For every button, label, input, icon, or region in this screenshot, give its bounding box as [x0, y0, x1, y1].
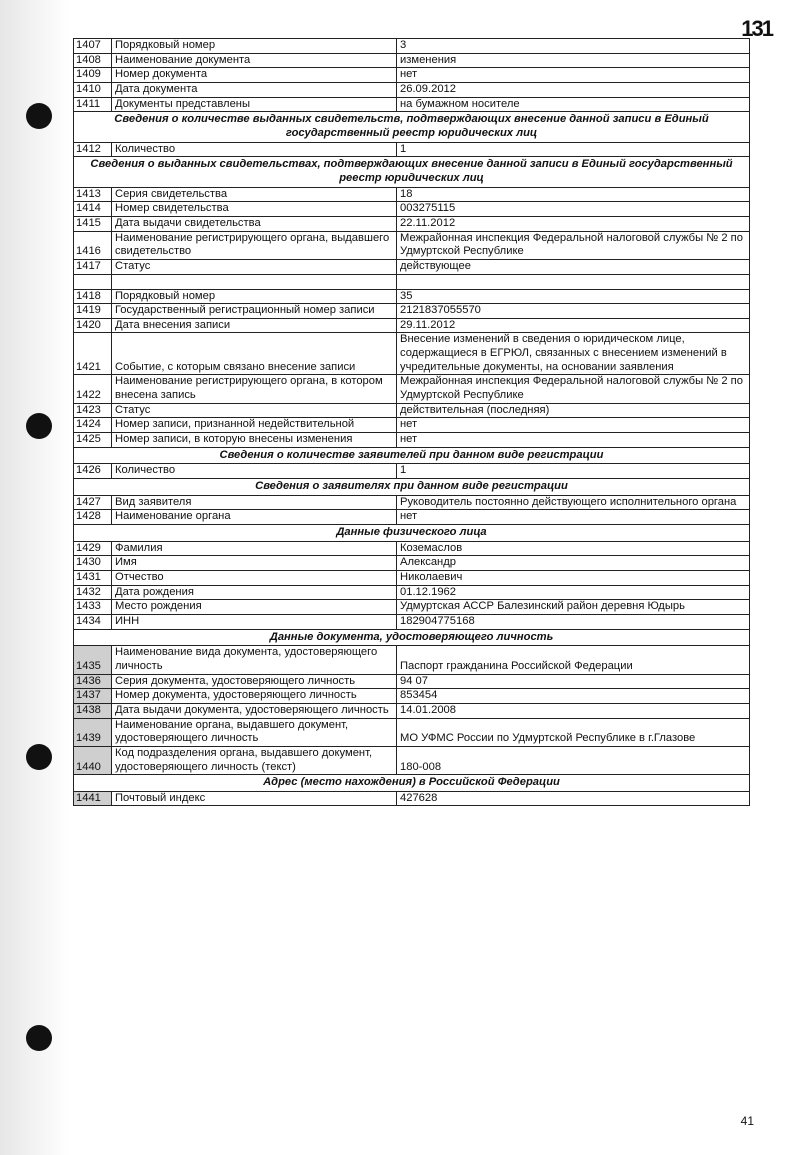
- field-label: Номер документа, удостоверяющего личность: [112, 689, 397, 704]
- field-label: Наименование регистрирующего органа, в котором внесена запись: [112, 375, 397, 403]
- row-number: 1409: [74, 68, 112, 83]
- field-label: Имя: [112, 556, 397, 571]
- field-value: Внесение изменений в сведения о юридическом лице, содержащиеся в ЕГРЮЛ, связанных с внесением изменений в учредительные документы, на основании заявления: [397, 333, 750, 375]
- table-row: [74, 68, 750, 83]
- field-value: на бумажном носителе: [397, 97, 750, 112]
- field-value: нет: [397, 418, 750, 433]
- field-label: Номер записи, признанной недействительной: [112, 418, 397, 433]
- table-row: [74, 333, 750, 375]
- row-number: 1420: [74, 318, 112, 333]
- field-value: 180-008: [397, 746, 750, 774]
- field-value: нет: [397, 68, 750, 83]
- field-value: 3: [397, 39, 750, 54]
- section-header-row: [74, 157, 750, 187]
- row-number: 1432: [74, 585, 112, 600]
- row-number: 1419: [74, 304, 112, 319]
- table-row: [74, 231, 750, 259]
- row-number: 1439: [74, 718, 112, 746]
- table-row: [74, 541, 750, 556]
- table-row: [74, 570, 750, 585]
- table-row: [74, 585, 750, 600]
- section-title: Сведения о заявителях при данном виде регистрации: [74, 479, 750, 496]
- section-header-row: [74, 447, 750, 464]
- punch-hole: [26, 413, 52, 439]
- field-label: Дата документа: [112, 82, 397, 97]
- row-number: 1436: [74, 674, 112, 689]
- field-value: Николаевич: [397, 570, 750, 585]
- row-number: 1429: [74, 541, 112, 556]
- field-label: Номер документа: [112, 68, 397, 83]
- section-title: Данные документа, удостоверяющего личность: [74, 629, 750, 646]
- field-label: Дата выдачи документа, удостоверяющего личность: [112, 703, 397, 718]
- punch-hole: [26, 744, 52, 770]
- table-row: [74, 464, 750, 479]
- page-number: 41: [740, 1114, 754, 1128]
- table-row: [74, 614, 750, 629]
- section-title: Сведения о выданных свидетельствах, подтверждающих внесение данной записи в Единый государственный реестр юридических лиц: [74, 157, 750, 187]
- field-label: Серия документа, удостоверяющего личность: [112, 674, 397, 689]
- field-label: Фамилия: [112, 541, 397, 556]
- field-label: Статус: [112, 259, 397, 274]
- section-header-row: [74, 629, 750, 646]
- row-number: 1438: [74, 703, 112, 718]
- field-value: Межрайонная инспекция Федеральной налоговой службы № 2 по Удмуртской Республике: [397, 375, 750, 403]
- field-label: Порядковый номер: [112, 289, 397, 304]
- table-row: [74, 495, 750, 510]
- row-number: 1426: [74, 464, 112, 479]
- section-header-row: [74, 525, 750, 542]
- table-row: [74, 403, 750, 418]
- field-label: Наименование документа: [112, 53, 397, 68]
- table-row: [74, 791, 750, 806]
- field-label: Государственный регистрационный номер записи: [112, 304, 397, 319]
- table-row: [74, 418, 750, 433]
- field-label: Наименование регистрирующего органа, выдавшего свидетельство: [112, 231, 397, 259]
- field-label: Количество: [112, 464, 397, 479]
- row-number: 1414: [74, 202, 112, 217]
- section-title: Сведения о количестве заявителей при данном виде регистрации: [74, 447, 750, 464]
- field-label: Отчество: [112, 570, 397, 585]
- field-value: Паспорт гражданина Российской Федерации: [397, 646, 750, 674]
- row-number: 1422: [74, 375, 112, 403]
- field-label: Статус: [112, 403, 397, 418]
- field-value: 14.01.2008: [397, 703, 750, 718]
- field-label: Почтовый индекс: [112, 791, 397, 806]
- table-row: [74, 187, 750, 202]
- field-label: Наименование вида документа, удостоверяющего личность: [112, 646, 397, 674]
- field-value: Удмуртская АССР Балезинский район деревня Юдырь: [397, 600, 750, 615]
- field-label: Дата внесения записи: [112, 318, 397, 333]
- table-row: [74, 746, 750, 774]
- punch-hole: [26, 1025, 52, 1051]
- table-row: [74, 510, 750, 525]
- spacer-cell: [397, 274, 750, 289]
- row-number: 1411: [74, 97, 112, 112]
- field-label: Номер свидетельства: [112, 202, 397, 217]
- table-row: [74, 718, 750, 746]
- row-number: 1441: [74, 791, 112, 806]
- table-row: [74, 703, 750, 718]
- row-number: 1421: [74, 333, 112, 375]
- row-number: 1408: [74, 53, 112, 68]
- field-value: Александр: [397, 556, 750, 571]
- table-row: [74, 82, 750, 97]
- field-label: Серия свидетельства: [112, 187, 397, 202]
- field-label: Наименование органа, выдавшего документ, удостоверяющего личность: [112, 718, 397, 746]
- field-label: Код подразделения органа, выдавшего документ, удостоверяющего личность (текст): [112, 746, 397, 774]
- field-label: Порядковый номер: [112, 39, 397, 54]
- field-value: 1: [397, 142, 750, 157]
- field-label: Место рождения: [112, 600, 397, 615]
- field-label: ИНН: [112, 614, 397, 629]
- table-row: [74, 646, 750, 674]
- row-number: 1423: [74, 403, 112, 418]
- section-header-row: [74, 479, 750, 496]
- field-value: 427628: [397, 791, 750, 806]
- field-label: Наименование органа: [112, 510, 397, 525]
- field-value: Руководитель постоянно действующего исполнительного органа: [397, 495, 750, 510]
- row-number: 1407: [74, 39, 112, 54]
- table-row: [74, 259, 750, 274]
- field-label: Документы представлены: [112, 97, 397, 112]
- row-number: 1424: [74, 418, 112, 433]
- table-row: [74, 689, 750, 704]
- field-value: 2121837055570: [397, 304, 750, 319]
- row-number: 1410: [74, 82, 112, 97]
- table-row: [74, 375, 750, 403]
- scan-edge-shadow: [0, 0, 70, 1155]
- spacer-row: [74, 274, 750, 289]
- handwritten-page-mark: 131: [741, 16, 772, 41]
- row-number: 1417: [74, 259, 112, 274]
- field-value: 853454: [397, 689, 750, 704]
- field-value: 26.09.2012: [397, 82, 750, 97]
- table-row: [74, 202, 750, 217]
- table-row: [74, 97, 750, 112]
- table-row: [74, 433, 750, 448]
- spacer-cell: [112, 274, 397, 289]
- field-value: изменения: [397, 53, 750, 68]
- field-label: Событие, с которым связано внесение записи: [112, 333, 397, 375]
- field-value: Коземаслов: [397, 541, 750, 556]
- row-number: 1427: [74, 495, 112, 510]
- row-number: 1440: [74, 746, 112, 774]
- field-value: 35: [397, 289, 750, 304]
- field-value: нет: [397, 510, 750, 525]
- spacer-cell: [74, 274, 112, 289]
- table-row: [74, 674, 750, 689]
- field-label: Дата рождения: [112, 585, 397, 600]
- section-header-row: [74, 112, 750, 142]
- field-value: 94 07: [397, 674, 750, 689]
- field-value: 1: [397, 464, 750, 479]
- row-number: 1434: [74, 614, 112, 629]
- table-row: [74, 600, 750, 615]
- row-number: 1416: [74, 231, 112, 259]
- field-label: Количество: [112, 142, 397, 157]
- table-row: [74, 304, 750, 319]
- row-number: 1428: [74, 510, 112, 525]
- field-value: Межрайонная инспекция Федеральной налоговой службы № 2 по Удмуртской Республике: [397, 231, 750, 259]
- field-value: действующее: [397, 259, 750, 274]
- section-title: Сведения о количестве выданных свидетельств, подтверждающих внесение данной записи в Единый государственный реестр юридических лиц: [74, 112, 750, 142]
- field-value: 18: [397, 187, 750, 202]
- table-row: [74, 318, 750, 333]
- field-value: 003275115: [397, 202, 750, 217]
- field-value: 29.11.2012: [397, 318, 750, 333]
- row-number: 1433: [74, 600, 112, 615]
- row-number: 1413: [74, 187, 112, 202]
- field-value: нет: [397, 433, 750, 448]
- section-title: Адрес (место нахождения) в Российской Федерации: [74, 775, 750, 792]
- field-value: действительная (последняя): [397, 403, 750, 418]
- field-value: 01.12.1962: [397, 585, 750, 600]
- field-value: 182904775168: [397, 614, 750, 629]
- row-number: 1430: [74, 556, 112, 571]
- table-row: [74, 39, 750, 54]
- punch-hole: [26, 103, 52, 129]
- table-row: [74, 216, 750, 231]
- row-number: 1437: [74, 689, 112, 704]
- row-number: 1425: [74, 433, 112, 448]
- row-number: 1435: [74, 646, 112, 674]
- row-number: 1415: [74, 216, 112, 231]
- field-label: Дата выдачи свидетельства: [112, 216, 397, 231]
- egrul-record-table: [73, 38, 750, 806]
- table-row: [74, 142, 750, 157]
- section-header-row: [74, 775, 750, 792]
- field-value: 22.11.2012: [397, 216, 750, 231]
- table-row: [74, 556, 750, 571]
- row-number: 1431: [74, 570, 112, 585]
- field-value: МО УФМС России по Удмуртской Республике в г.Глазове: [397, 718, 750, 746]
- field-label: Номер записи, в которую внесены изменения: [112, 433, 397, 448]
- field-label: Вид заявителя: [112, 495, 397, 510]
- row-number: 1418: [74, 289, 112, 304]
- table-row: [74, 289, 750, 304]
- table-row: [74, 53, 750, 68]
- row-number: 1412: [74, 142, 112, 157]
- section-title: Данные физического лица: [74, 525, 750, 542]
